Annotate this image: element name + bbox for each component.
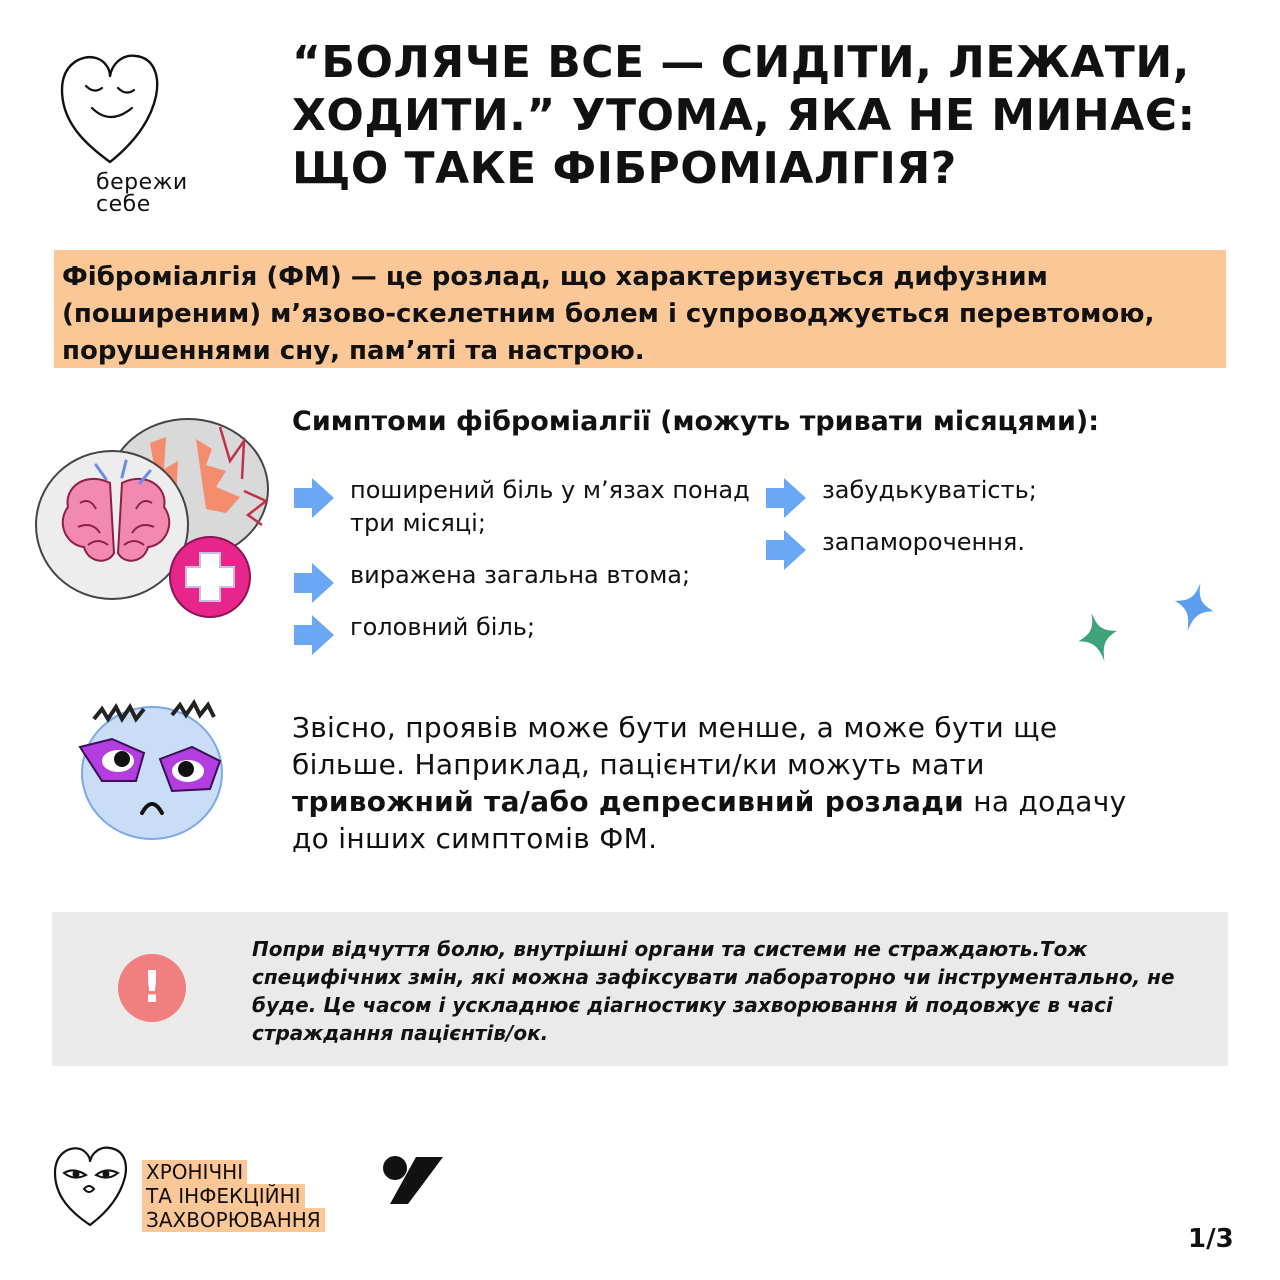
note-paragraph bbox=[292, 709, 1172, 857]
symptom-text: поширений біль у м’язах понад три місяці; bbox=[350, 476, 750, 537]
category-line: ЗАХВОРЮВАННЯ bbox=[142, 1208, 325, 1232]
page-number: 1/3 bbox=[1188, 1224, 1234, 1254]
symptom-text: забудькуватість; bbox=[822, 476, 1037, 504]
arrow-right-icon bbox=[766, 530, 806, 570]
symptom-text: виражена загальна втома; bbox=[350, 561, 691, 589]
arrow-right-icon bbox=[766, 478, 806, 518]
note-text-part2: на додачу до інших симптомів ФМ. bbox=[292, 785, 1127, 855]
arrow-right-icon bbox=[294, 615, 334, 655]
footer-heart-logo bbox=[52, 1143, 128, 1229]
category-line: ТА ІНФЕКЦІЙНІ bbox=[142, 1184, 305, 1208]
brand-name bbox=[96, 172, 188, 216]
brand-name-line1: бережи bbox=[96, 170, 188, 195]
category-tag bbox=[142, 1160, 325, 1232]
brain-illustration bbox=[30, 405, 270, 620]
exclamation-glyph: ! bbox=[141, 962, 163, 1013]
sad-face-illustration bbox=[72, 695, 232, 845]
note-text-bold: тривожний та/або депресивний розлади bbox=[292, 785, 965, 818]
arrow-right-icon bbox=[294, 478, 334, 518]
symptom-text: головний біль; bbox=[350, 613, 536, 641]
page-title: “БОЛЯЧЕ ВСЕ — СИДІТИ, ЛЕЖАТИ, ХОДИТИ.” УТОМА, ЯКА НЕ МИНАЄ: ЩО ТАКЕ ФІБРОМІАЛГІЯ? bbox=[292, 37, 1196, 194]
partner-logo bbox=[382, 1155, 444, 1205]
heart-face-logo bbox=[58, 50, 162, 168]
category-line: ХРОНІЧНІ bbox=[142, 1160, 247, 1184]
symptom-text: запаморочення. bbox=[822, 528, 1025, 556]
exclamation-icon bbox=[118, 954, 186, 1022]
arrow-right-icon bbox=[294, 563, 334, 603]
sparkle-icon bbox=[1078, 612, 1118, 662]
sparkle-icon bbox=[1174, 582, 1214, 632]
warning-text: Попри відчуття болю, внутрішні органи та системи не страждають.Тож специфічних змін, які можна зафіксувати лабораторно чи інструментально, не буде. Це часом і ускладнює діагностику захворювання й подовжує в часі страждання пацієнтів/ок. bbox=[252, 937, 1175, 1045]
definition-banner: Фіброміалгія (ФМ) — це розлад, що характеризується дифузним (поширеним) м’язово-скелетним болем і супроводжується перевтомою, порушеннями сну, пам’яті та настрою. bbox=[54, 250, 1226, 368]
symptoms-heading: Симптоми фіброміалгії (можуть тривати місяцями): bbox=[292, 406, 1100, 437]
brand-name-line2: себе bbox=[96, 192, 151, 217]
note-text-part1: Звісно, проявів може бути менше, а може бути ще більше. Наприклад, пацієнти/ки можуть мати bbox=[292, 711, 1058, 781]
